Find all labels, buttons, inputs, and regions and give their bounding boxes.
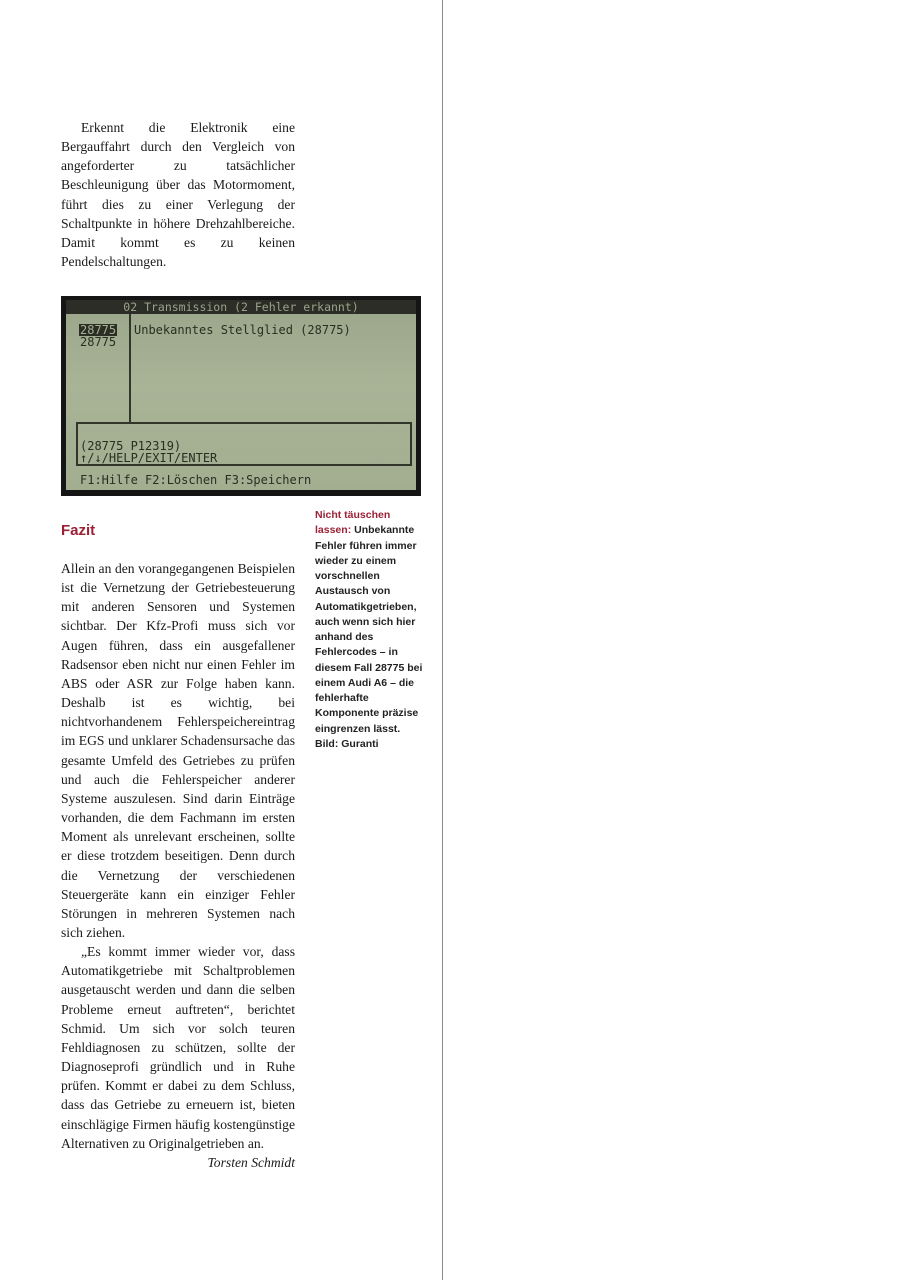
fault-description: Unbekanntes Stellglied (28775): [134, 323, 351, 337]
lcd-column-separator: [129, 314, 131, 422]
image-caption: [315, 508, 425, 752]
intro-column: [61, 118, 295, 271]
fazit-paragraph-1: Allein an den vorangegangenen Beispielen ist die Vernetzung der Getriebesteuerung mit anderen Sensoren und Systemen sichtbar. Der Kfz-Profi muss sich vor Augen führen, dass ein ausgefallener Radsensor eben nicht nur einen Fehler im ABS oder ASR zur Folge haben kann. Deshalb ist es wichtig, bei nichtvorhandenem Fehlerspeichereintrag im EGS und unklarer Schadensursache das gesamte Umfeld des Getriebes zu prüfen und auch die Fehlerspeicher anderer Systeme auszulesen. Sind darin Einträge vorhanden, die dem Fachmann im ersten Moment als unrelevant erscheinen, sollte er diese trotzdem beseitigen. Denn durch die Vernetzung der verschiedenen Steuergeräte kann ein einziger Fehler Störungen in mehreren Systemen nach sich ziehen.: [61, 561, 295, 940]
lcd-title-bar: 02 Transmission (2 Fehler erkannt): [66, 300, 416, 314]
fazit-paragraph-2: [61, 942, 295, 1170]
lcd-info-line: (28775 P12319): [80, 439, 182, 453]
intro-paragraph: Erkennt die Elektronik eine Bergauffahrt durch den Vergleich von angeforderter zu tatsächlicher Beschleunigung über das Motormoment, führt dies zu einer Verlegung der Schaltpunkte in höhere Drehzahlbereiche. Damit kommt es zu keinen Pendelschaltungen.: [61, 120, 295, 270]
selected-fault-code: 28775: [80, 323, 117, 337]
author-signature: Torsten Schmidt: [207, 1154, 295, 1170]
diagnostic-screen-photo: [61, 296, 421, 496]
section-heading-fazit: Fazit: [61, 522, 96, 539]
caption-text: Unbekannte Fehler führen immer wieder zu einem vorschnellen Austausch von Automatikgetrieben, auch wenn sich hier anhand des Fehlercodes – in diesem Fall 28775 bei einem Audi A6 – die fehlerhafte Komponente präzise eingrenzen lässt. Bild: Guranti: [315, 524, 423, 750]
fazit-column: [61, 559, 295, 1172]
caption-lead: Nicht täuschen lassen:: [315, 509, 391, 537]
lcd-display: [66, 300, 416, 490]
second-fault-code: 28775: [80, 335, 117, 349]
lcd-nav-line: ↑/↓/HELP/EXIT/ENTER: [80, 451, 218, 465]
fazit-paragraph-2-text: „Es kommt immer wieder vor, dass Automatikgetriebe mit Schaltproblemen ausgetauscht werden und dann die selben Probleme erneut auftreten“, berichtet Schmid. Um sich vor solch teuren Fehldiagnosen zu schützen, sollte der Diagnoseprofi gründlich und in Ruhe prüfen. Kommt er dabei zu dem Schluss, dass das Getriebe zu erneuern ist, bieten einschlägige Firmen häufig kostengünstige Alternativen zu Originalgetrieben an.: [61, 944, 295, 1151]
column-divider: [442, 0, 443, 1280]
lcd-function-keys: F1:Hilfe F2:Löschen F3:Speichern: [80, 473, 312, 487]
